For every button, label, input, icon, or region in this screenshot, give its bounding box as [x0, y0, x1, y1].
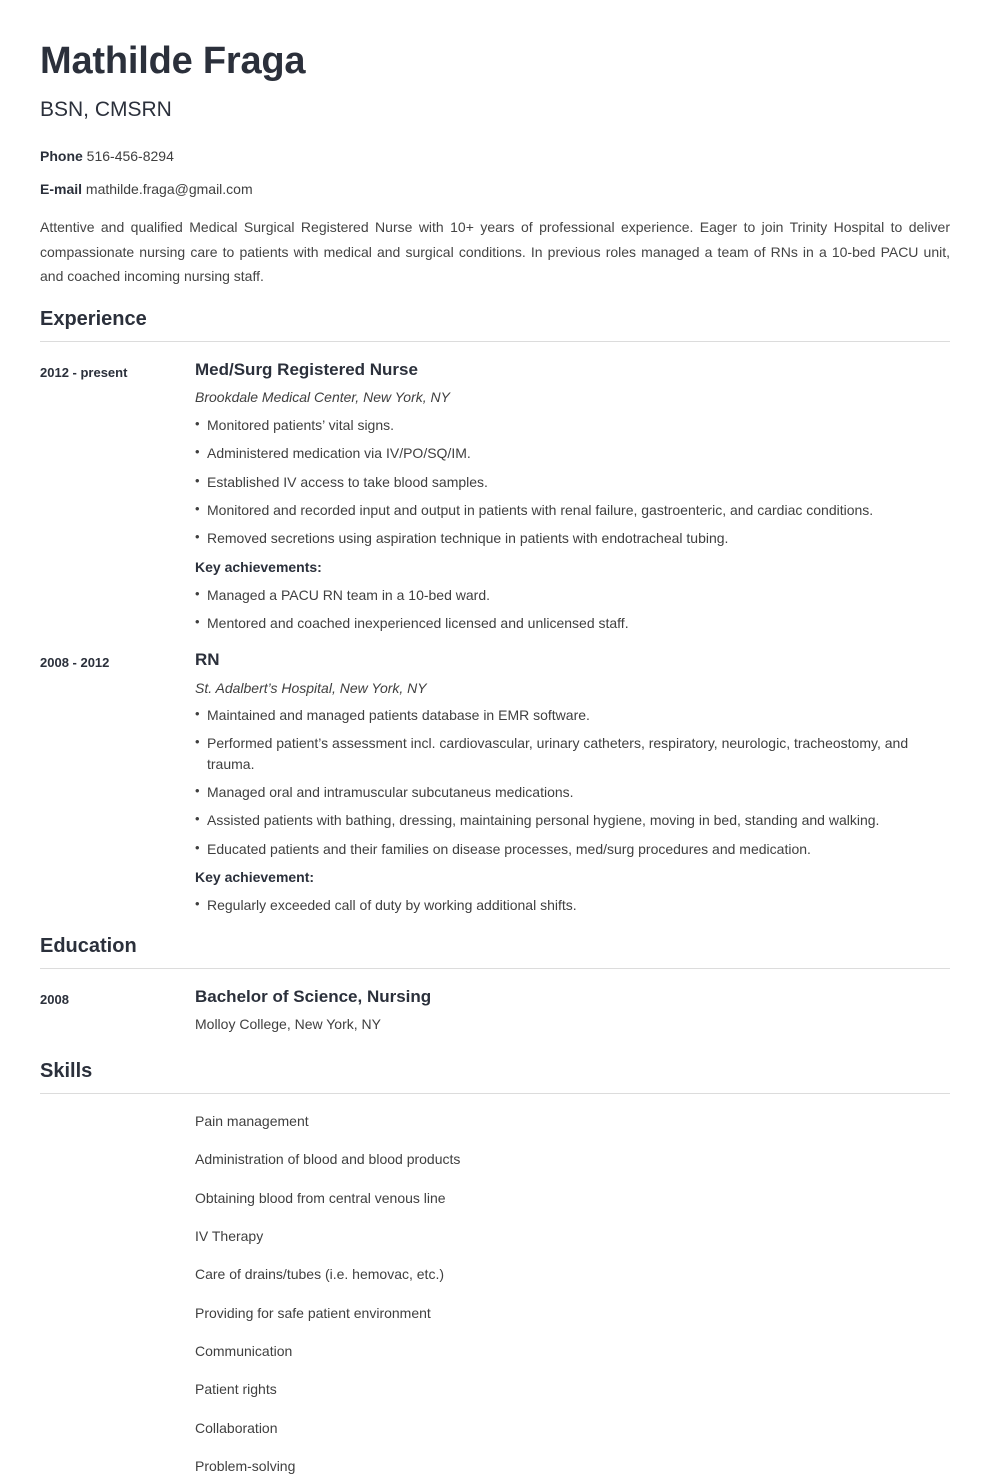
- list-item: • Regularly exceeded call of duty by working additional shifts.: [195, 895, 950, 915]
- list-item: Patient rights: [195, 1381, 277, 1398]
- list-item: • Established IV access to take blood samples.: [195, 472, 950, 492]
- list-item: • Managed a PACU RN team in a 10-bed ward.: [195, 585, 950, 605]
- experience-entry: [40, 359, 950, 633]
- list-item: • Removed secretions using aspiration technique in patients with endotracheal tubing.: [195, 528, 950, 548]
- candidate-credentials: BSN, CMSRN: [40, 97, 172, 121]
- experience-achievements-label: Key achievements:: [195, 558, 322, 575]
- list-item: Collaboration: [195, 1419, 278, 1436]
- resume-header: [40, 40, 950, 289]
- contact-label-phone: Phone: [40, 147, 83, 164]
- experience-responsibilities: [195, 705, 950, 859]
- list-item: Administration of blood and blood products: [195, 1151, 461, 1168]
- experience-employer: St. Adalbert’s Hospital, New York, NY: [195, 679, 427, 696]
- experience-achievements-label: Key achievement:: [195, 868, 315, 885]
- education-date: 2008: [40, 991, 69, 1007]
- section-heading-skills: Skills: [40, 1059, 950, 1094]
- experience-details: [195, 649, 950, 915]
- list-item: Problem-solving: [195, 1457, 296, 1474]
- experience-job-title: Med/Surg Registered Nurse: [195, 360, 418, 380]
- experience-details: [195, 359, 950, 633]
- education-entry: [40, 986, 950, 1042]
- experience-responsibilities: [195, 415, 950, 548]
- list-item: • Managed oral and intramuscular subcutaneus medications.: [195, 782, 950, 802]
- section-heading-education: Education: [40, 934, 950, 969]
- list-item: • Assisted patients with bathing, dressing, maintaining personal hygiene, moving in bed, standing and walking.: [195, 810, 950, 830]
- list-item: Communication: [195, 1342, 293, 1359]
- list-item: • Maintained and managed patients database in EMR software.: [195, 705, 950, 725]
- experience-employer: Brookdale Medical Center, New York, NY: [195, 389, 450, 406]
- section-heading-experience: Experience: [40, 307, 950, 342]
- experience-achievements: [195, 585, 950, 634]
- list-item: • Monitored patients’ vital signs.: [195, 415, 950, 435]
- education-details: [195, 986, 950, 1042]
- section-skills: [40, 1059, 950, 1476]
- list-item: Obtaining blood from central venous line: [195, 1189, 446, 1206]
- skills-entry: [40, 1111, 950, 1476]
- experience-date: 2012 - present: [40, 365, 128, 381]
- professional-summary: Attentive and qualified Medical Surgical Registered Nurse with 10+ years of professional experience. Eager to join Trinity Hospital to deliver compassionate nursing care to patients with medical and surgical conditions. In previous roles managed a team of RNs in a 10-bed PACU unit, and coached incoming nursing staff.: [40, 218, 950, 285]
- contact-value-phone[interactable]: 516-456-8294: [86, 147, 174, 164]
- section-education: [40, 934, 950, 1042]
- education-degree: Bachelor of Science, Nursing: [195, 986, 432, 1006]
- skills-list: [195, 1111, 950, 1476]
- list-item: Providing for safe patient environment: [195, 1304, 431, 1321]
- contact-row-phone: [40, 147, 950, 166]
- list-item: Care of drains/tubes (i.e. hemovac, etc.): [195, 1266, 444, 1283]
- list-item: • Administered medication via IV/PO/SQ/IM.: [195, 443, 950, 463]
- list-item: • Educated patients and their families on disease processes, med/surg procedures and medication.: [195, 839, 950, 859]
- section-experience: [40, 307, 950, 915]
- experience-achievements: [195, 895, 950, 915]
- list-item: Pain management: [195, 1113, 309, 1130]
- education-school: Molloy College, New York, NY: [195, 1015, 381, 1032]
- experience-date: 2008 - 2012: [40, 655, 110, 671]
- contact-value-email[interactable]: mathilde.fraga@gmail.com: [85, 180, 253, 197]
- list-item: • Monitored and recorded input and output in patients with renal failure, gastroenteric, and cardiac conditions.: [195, 500, 950, 520]
- list-item: • Mentored and coached inexperienced licensed and unlicensed staff.: [195, 613, 950, 633]
- contact-row-email: [40, 180, 950, 199]
- contact-label-email: E-mail: [40, 180, 83, 197]
- list-item: • Performed patient’s assessment incl. cardiovascular, urinary catheters, respiratory, neurologic, tracheostomy, and trauma.: [195, 733, 950, 774]
- experience-entry: [40, 649, 950, 915]
- experience-job-title: RN: [195, 650, 220, 670]
- candidate-name: Mathilde Fraga: [40, 40, 306, 82]
- list-item: IV Therapy: [195, 1228, 264, 1245]
